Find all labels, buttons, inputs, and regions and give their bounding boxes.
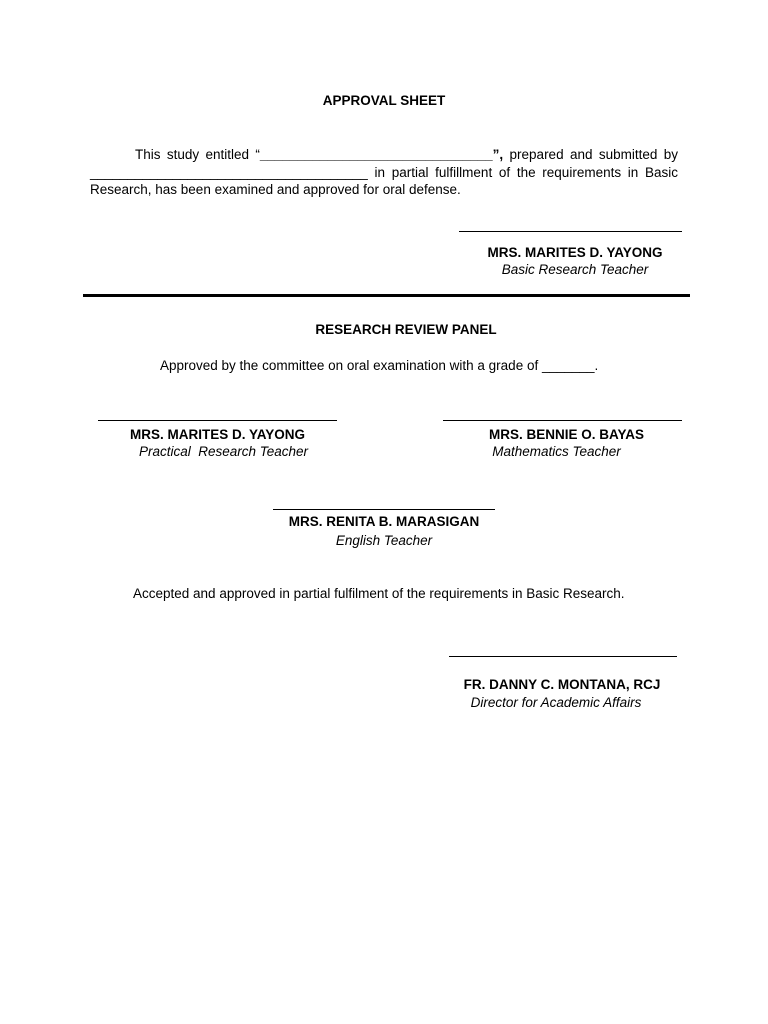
director-name: FR. DANNY C. MONTANA, RCJ — [463, 677, 661, 692]
section-divider — [83, 294, 690, 297]
paragraph-part4: in partial fulfillment of the requirements in Basic Research, has been examined and approved for oral defense. — [90, 164, 678, 197]
signatory-role: Basic Research Teacher — [501, 262, 649, 277]
member-name: MRS. MARITES D. YAYONG — [129, 427, 306, 442]
committee-statement: Approved by the committee on oral examination with a grade of _______. — [160, 358, 599, 373]
member-role: Mathematics Teacher — [492, 444, 621, 459]
approval-sheet-heading: APPROVAL SHEET — [322, 93, 446, 108]
paragraph-part3: prepared and submitted by — [503, 147, 678, 162]
member-name: MRS. BENNIE O. BAYAS — [488, 427, 645, 442]
approval-paragraph — [90, 146, 678, 199]
member-role: Practical Research Teacher — [138, 444, 309, 459]
review-panel-heading: RESEARCH REVIEW PANEL — [315, 322, 497, 337]
member-role: English Teacher — [335, 533, 433, 548]
study-title-blank: _______________________________ — [259, 147, 493, 162]
paragraph-part1: This study entitled “ — [135, 147, 260, 162]
closing-quote: ”, — [492, 147, 504, 162]
signature-line — [459, 231, 682, 232]
author-blank: _____________________________________ — [90, 164, 368, 180]
signature-line — [443, 420, 682, 421]
signature-line — [273, 509, 495, 510]
director-role: Director for Academic Affairs — [470, 695, 642, 710]
member-name: MRS. RENITA B. MARASIGAN — [288, 514, 480, 529]
signatory-name: MRS. MARITES D. YAYONG — [487, 245, 663, 260]
signature-line — [449, 656, 677, 657]
signature-line — [98, 420, 337, 421]
acceptance-statement: Accepted and approved in partial fulfilment of the requirements in Basic Research. — [133, 586, 625, 601]
